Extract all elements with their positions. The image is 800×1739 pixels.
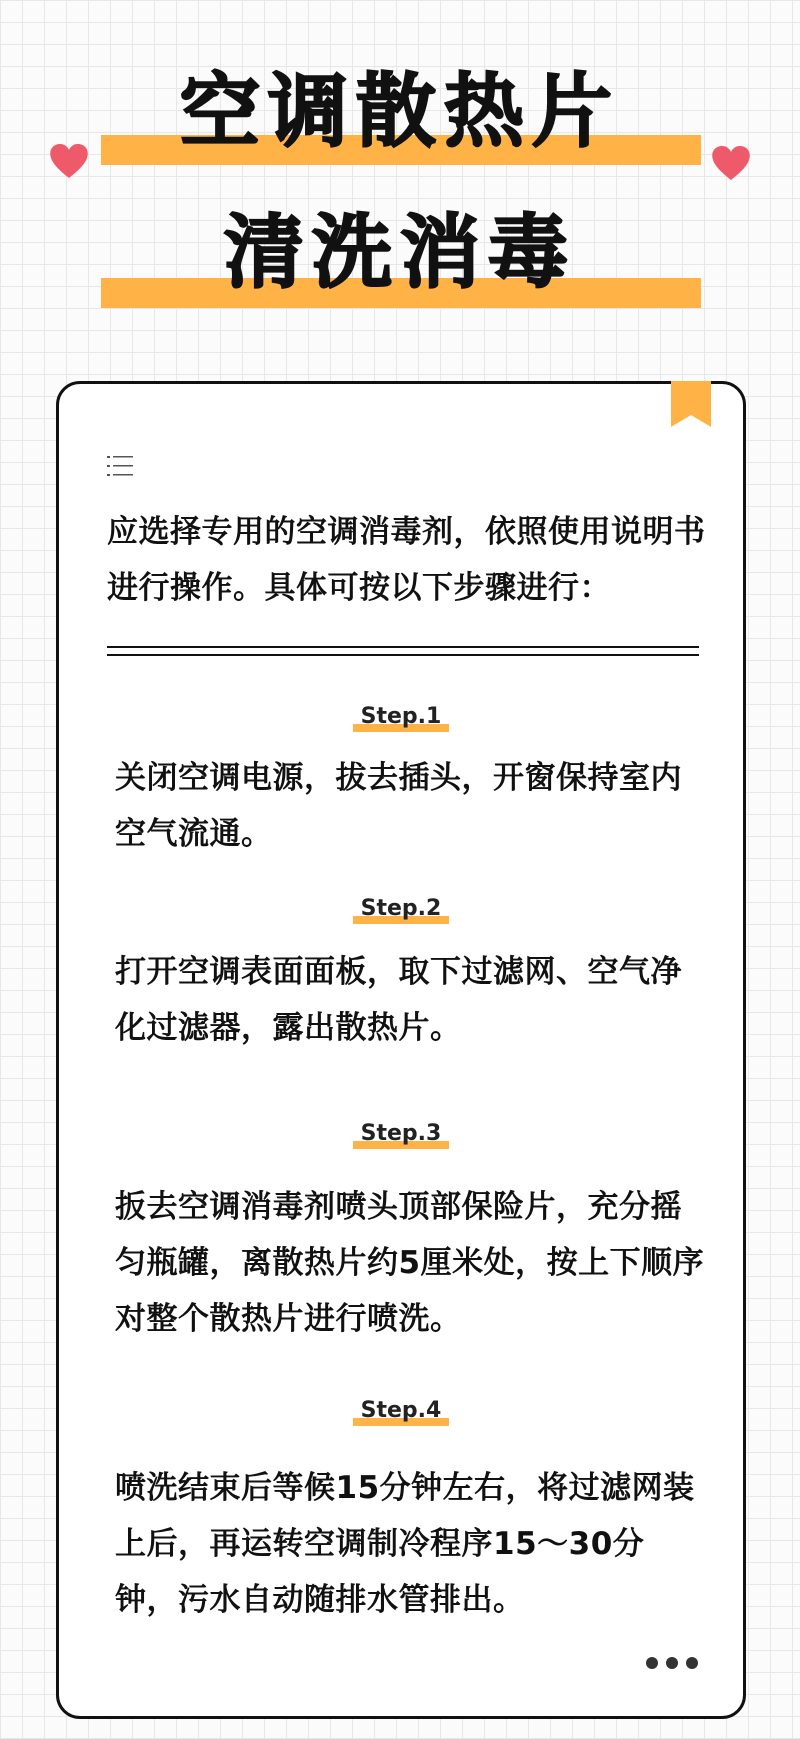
- step-3-text: 扳去空调消毒剂喷头顶部保险片，充分摇匀瓶罐，离散热片约5厘米处，按上下顺序对整个散热片进行喷洗。: [115, 1189, 705, 1337]
- step-2: [59, 894, 743, 1056]
- page-title-line-2-text: 清洗消毒: [224, 206, 576, 299]
- more-dots-icon[interactable]: [645, 1656, 699, 1670]
- step-1-text: 关闭空调电源，拔去插头，开窗保持室内空气流通。: [115, 760, 682, 852]
- step-4: [59, 1396, 743, 1628]
- page-title-line-1-text: 空调散热片: [180, 65, 620, 158]
- step-3: [59, 1119, 743, 1347]
- step-1: [59, 702, 743, 862]
- double-divider: [107, 646, 699, 656]
- step-4-text: 喷洗结束后等候15分钟左右，将过滤网装上后，再运转空调制冷程序15～30分钟，污水自动随排水管排出。: [115, 1470, 695, 1618]
- list-icon: [107, 454, 135, 478]
- step-4-heading: [59, 1396, 743, 1436]
- content-card: [56, 381, 746, 1719]
- intro-text: 应选择专用的空调消毒剂，依照使用说明书进行操作。具体可按以下步骤进行：: [107, 514, 706, 606]
- bookmark-icon: [671, 381, 711, 427]
- step-2-label: Step.2: [360, 896, 442, 921]
- step-2-text: 打开空调表面面板，取下过滤网、空气净化过滤器，露出散热片。: [115, 954, 682, 1046]
- heart-icon: [50, 144, 88, 178]
- step-2-heading: [59, 894, 743, 934]
- step-1-heading: [59, 702, 743, 742]
- step-3-heading: [59, 1119, 743, 1159]
- heart-icon: [712, 146, 750, 180]
- step-4-label: Step.4: [360, 1398, 442, 1423]
- step-3-label: Step.3: [360, 1121, 442, 1146]
- step-1-label: Step.1: [360, 704, 442, 729]
